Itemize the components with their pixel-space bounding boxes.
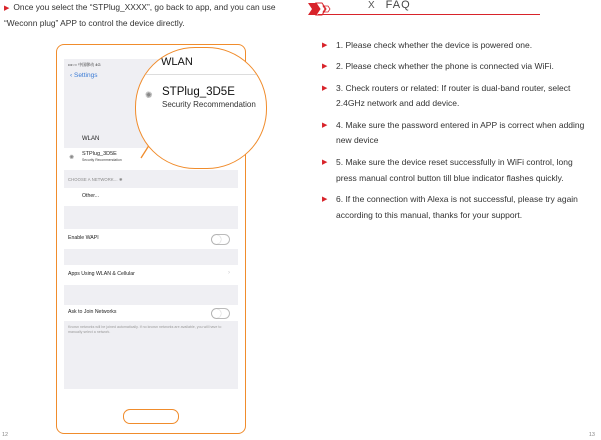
faq-item-text: 1. Please check whether the device is powered one. [336, 40, 533, 50]
left-page [0, 0, 300, 440]
apps-using-label: Apps Using WLAN & Cellular [68, 271, 135, 277]
status-bar: •••○○ 中国移动 4G [68, 62, 101, 67]
bullet-icon: ▶ [322, 121, 328, 129]
faq-title [368, 0, 411, 11]
right-page [300, 0, 601, 440]
faq-item-text: 6. If the connection with Alexa is not successful, please try again according to this manual, thanks for your support. [336, 193, 578, 220]
bullet-icon: ▶ [322, 158, 328, 166]
faq-item-text: 2. Please check whether the phone is connected via WiFi. [336, 61, 554, 72]
zoom-bubble [135, 47, 267, 169]
faq-item [322, 118, 592, 150]
enable-wapi-label: Enable WAPI [68, 235, 99, 241]
ask-to-join-row [64, 305, 238, 321]
bubble-security: Security Recommendation [162, 100, 256, 109]
ask-to-join-toggle [211, 308, 230, 319]
apps-using-row [64, 265, 238, 285]
enable-wapi-row [64, 229, 238, 249]
enable-wapi-toggle [211, 234, 230, 245]
wlan-row-label: WLAN [82, 136, 100, 142]
bubble-ssid: STPlug_3D5E [162, 86, 235, 98]
bubble-spinner-icon: ✺ [145, 90, 153, 100]
faq-item [322, 155, 592, 187]
faq-list [322, 38, 592, 229]
chevron-right-icon: › [228, 270, 230, 276]
faq-x: X [368, 0, 376, 11]
faq-header-decoration [306, 0, 540, 21]
faq-item [322, 38, 592, 54]
bullet-icon: ▶ [322, 84, 328, 92]
loading-spinner-icon: ✺ [69, 155, 75, 161]
faq-title-text: FAQ [385, 0, 411, 11]
page-number-right: 13 [588, 432, 595, 438]
ask-to-join-label: Ask to Join Networks [68, 309, 117, 315]
bullet-icon: ▶ [322, 42, 328, 49]
faq-item [322, 81, 592, 113]
faq-item [322, 59, 592, 75]
faq-item-text: 3. Check routers or related: If router is dual-band router, select 2.4GHz network and add device. [336, 82, 571, 109]
bubble-divider [136, 74, 266, 75]
faq-rule [318, 14, 540, 15]
networks-footnote: Known networks will be joined automatically. If no known networks are available, you will have to manually select a network. [68, 325, 222, 334]
choose-network-text: CHOOSE A NETWORK... [68, 177, 118, 182]
chevron-left-icon: ‹ [70, 72, 73, 79]
page-number-left: 12 [2, 432, 9, 438]
faq-item-text: 5. Make sure the device reset successfully in WiFi control, long press manual control button till blue indicator flashes quickly. [336, 156, 573, 183]
faq-item [322, 192, 592, 224]
network-name: STPlug_3D5E [82, 151, 117, 157]
back-label: Settings [73, 72, 98, 79]
spinner-icon: ✺ [118, 177, 123, 182]
bullet-icon: ▶ [4, 5, 10, 12]
bullet-icon: ▶ [322, 63, 328, 71]
other-label: Other... [82, 193, 100, 199]
bullet-icon: ▶ [322, 195, 328, 203]
faq-item-text: 4. Make sure the password entered in APP is correct when adding new device [336, 119, 585, 146]
phone-home-button [123, 409, 179, 424]
bubble-wlan-label: WLAN [161, 56, 193, 68]
network-security: Security Recommendation [82, 158, 122, 162]
intro-text: Once you select the “STPlug_XXXX”, go back to app, and you can use “Weconn plug” APP to control the device directly. [4, 2, 276, 28]
